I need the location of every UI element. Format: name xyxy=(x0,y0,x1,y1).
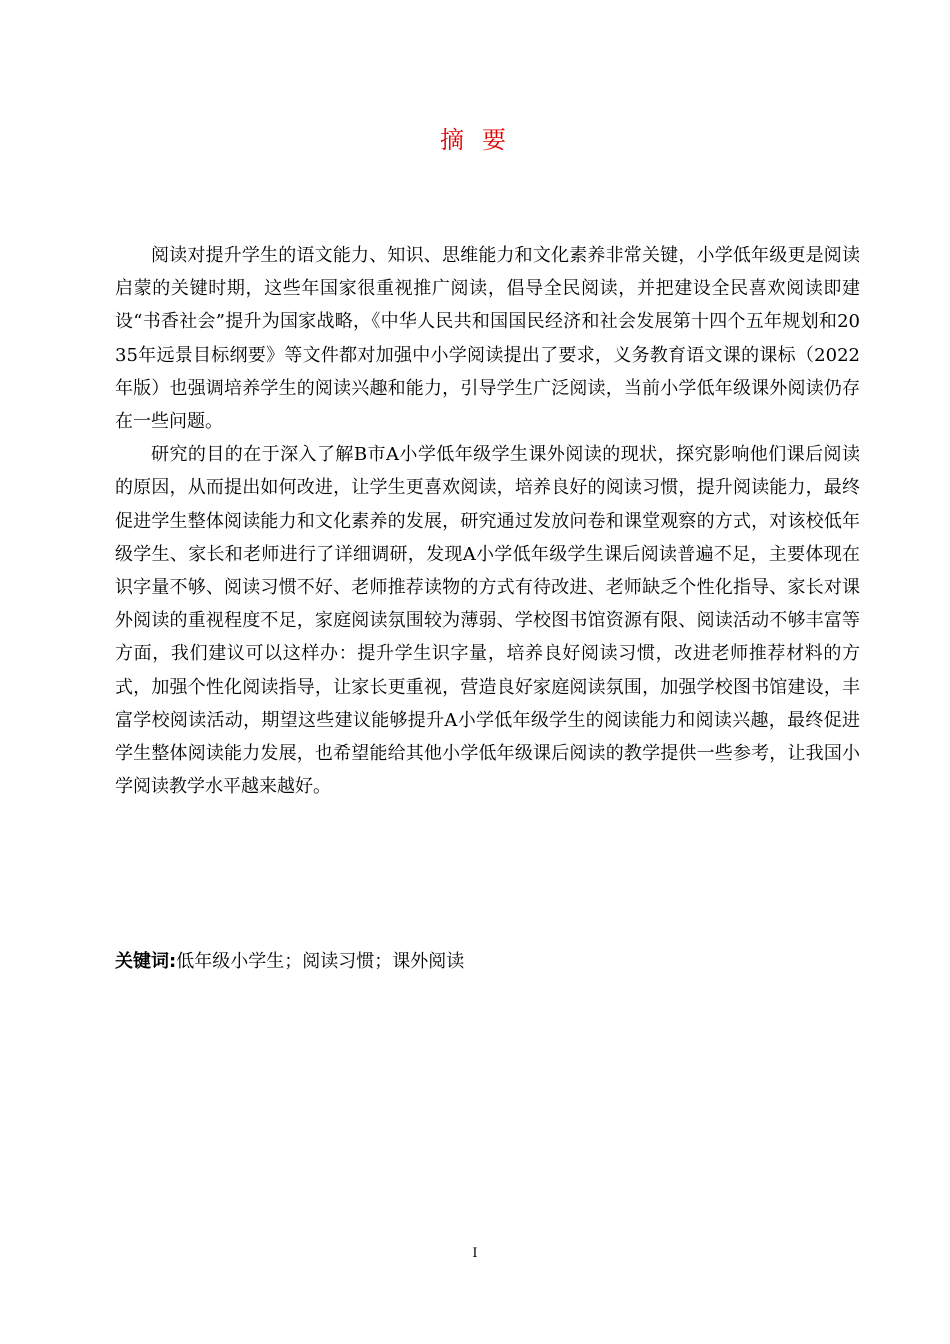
keywords-label: 关键词: xyxy=(115,951,177,972)
page-number: I xyxy=(472,1246,478,1261)
keywords-value: 低年级小学生；阅读习惯；课外阅读 xyxy=(176,951,465,972)
abstract-paragraph-2: 研究的目的在于深入了解B市A小学低年级学生课外阅读的现状，探究影响他们课后阅读的原因，从而提出如何改进，让学生更喜欢阅读，培养良好的阅读习惯，提升阅读能力，最终促进学生整体阅读能力和文化素养的发展，研究通过发放问卷和课堂观察的方式，对该校低年级学生、家长和老师进行了详细调研，发现A小学低年级学生课后阅读普遍不足，主要体现在识字量不够、阅读习惯不好、老师推荐读物的方式有待改进、老师缺乏个性化指导、家长对课外阅读的重视程度不足，家庭阅读氛围较为薄弱、学校图书馆资源有限、阅读活动不够丰富等方面，我们建议可以这样办：提升学生识字量，培养良好阅读习惯，改进老师推荐材料的方式，加强个性化阅读指导，让家长更重视，营造良好家庭阅读氛围，加强学校图书馆建设，丰富学校阅读活动，期望这些建议能够提升A小学低年级学生的阅读能力和阅读兴趣，最终促进学生整体阅读能力发展，也希望能给其他小学低年级课后阅读的教学提供一些参考，让我国小学阅读教学水平越来越好。 xyxy=(115,444,860,798)
abstract-paragraph-1: 阅读对提升学生的语文能力、知识、思维能力和文化素养非常关键，小学低年级更是阅读启蒙的关键时期，这些年国家很重视推广阅读，倡导全民阅读，并把建设全民喜欢阅读即建设“书香社会”提升为国家战略，《中华人民共和国国民经济和社会发展第十四个五年规划和2035年远景目标纲要》等文件都对加强中小学阅读提出了要求，义务教育语文课的课标（2022年版）也强调培养学生的阅读兴趣和能力，引导学生广泛阅读，当前小学低年级课外阅读仍存在一些问题。 xyxy=(115,245,860,433)
heading-char-2: 要 xyxy=(482,126,510,154)
abstract-body xyxy=(115,239,860,803)
abstract-heading xyxy=(0,122,950,158)
heading-char-1: 摘 xyxy=(440,126,468,154)
keywords-line xyxy=(115,945,860,978)
